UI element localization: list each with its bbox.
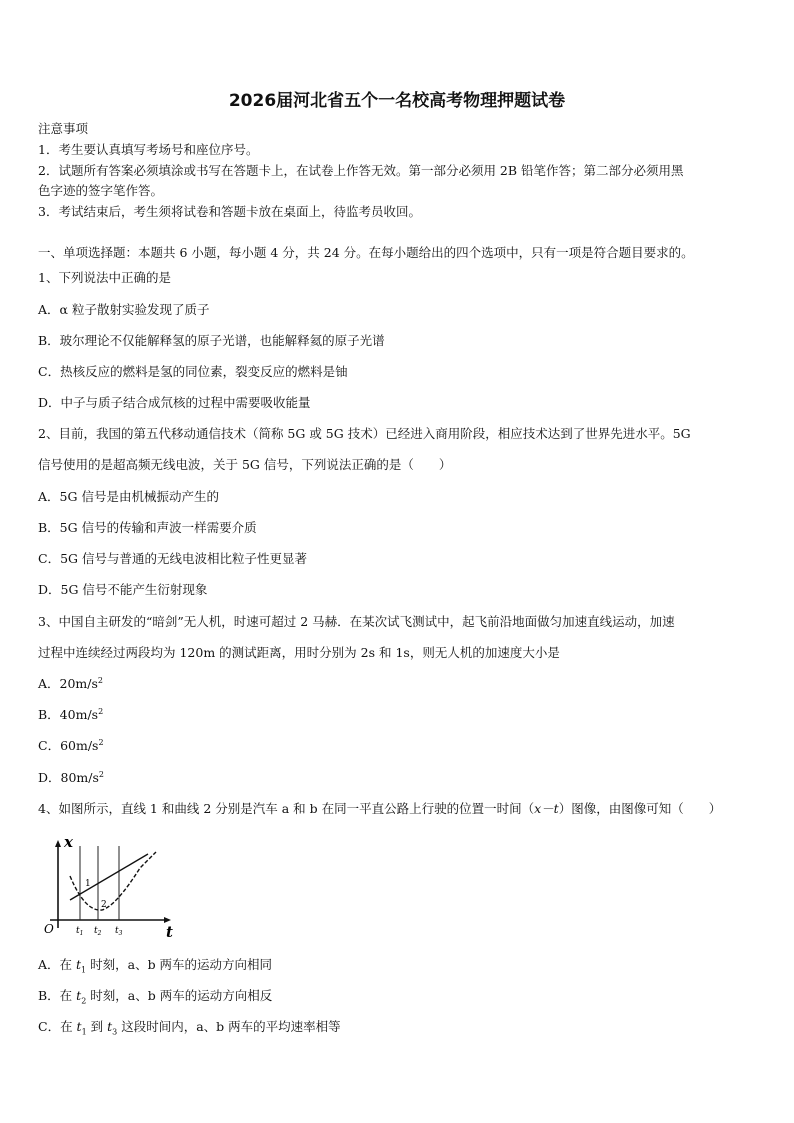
q4-xt-graph xyxy=(40,832,180,940)
q3-option-b: B．$40m/s^2$ xyxy=(38,706,104,722)
exponent: 2 xyxy=(98,737,104,747)
q3-option-a: A．$20m/s^2$ xyxy=(38,675,104,691)
x-axis-label: x xyxy=(64,833,73,851)
notice-item-3: 3．考试结束后，考生须将试卷和答题卡放在桌面上，待监考员收回。 xyxy=(38,204,421,219)
exponent: 2 xyxy=(97,675,104,685)
q2-stem-line1: 2、目前，我国的第五代移动通信技术（简称 5G 或 5G 技术）已经进入商用阶段，相应技术达到了世界先进水平。5G xyxy=(38,426,691,441)
x-axis-arrow xyxy=(55,840,61,847)
section-heading: 一、单项选择题：本题共 6 小题，每小题 4 分，共 24 分。在每小题给出的四个选项中，只有一项是符合题目要求的。 xyxy=(38,245,694,260)
t-axis-label: t xyxy=(166,923,173,940)
exponent: 2 xyxy=(98,706,104,716)
notice-item-2: 2．试题所有答案必须填涂或书写在答题卡上，在试卷上作答无效。第一部分必须用 2B 铅笔作答；第二部分必须用黑 xyxy=(38,163,684,178)
t2-label: $t_2$ xyxy=(94,926,102,937)
q1-option-a: A．α 粒子散射实验发现了质子 xyxy=(38,302,210,317)
exponent: 2 xyxy=(98,769,105,779)
t3-label: $t_3$ xyxy=(115,926,123,937)
notice-heading: 注意事项 xyxy=(38,121,89,136)
curve-2-label: 2 xyxy=(101,900,107,910)
t1-label: $t_1$ xyxy=(76,926,84,937)
q2-stem-line2: 信号使用的是超高频无线电波，关于 5G 信号，下列说法正确的是（ ） xyxy=(38,457,452,472)
notice-item-1: 1．考生要认真填写考场号和座位序号。 xyxy=(38,142,259,157)
line-1-straight xyxy=(70,854,148,900)
q2-option-d: D．5G 信号不能产生衍射现象 xyxy=(38,582,208,597)
q1-option-b: B．玻尔理论不仅能解释氢的原子光谱，也能解释氦的原子光谱 xyxy=(38,333,385,348)
curve-2-dashed xyxy=(70,852,156,910)
q2-option-b: B．5G 信号的传输和声波一样需要介质 xyxy=(38,520,257,535)
q4-option-c: C．在 $t_1$ 到 $t_3$ 这段时间内，a、b 两车的平均速率相等 xyxy=(38,1019,341,1037)
q4-stem: 4、如图所示，直线 1 和曲线 2 分别是汽车 a 和 b 在同一平直公路上行驶的位置一时间（x－t）图像，由图像可知（ ） xyxy=(38,801,722,816)
q1-stem: 1、下列说法中正确的是 xyxy=(38,270,171,285)
q4-option-a: A．在 $t_1$ 时刻，a、b 两车的运动方向相同 xyxy=(38,957,273,975)
q3-option-c: C．$60m/s^2$ xyxy=(38,737,104,753)
q3-stem-line1: 3、中国自主研发的“暗剑”无人机，时速可超过 2 马赫．在某次试飞测试中，起飞前沿地面做匀加速直线运动，加速 xyxy=(38,614,675,629)
q3-option-d: D．$80m/s^2$ xyxy=(38,769,105,785)
q4-option-b: B．在 $t_2$ 时刻，a、b 两车的运动方向相反 xyxy=(38,988,273,1006)
q1-option-c: C．热核反应的燃料是氢的同位素，裂变反应的燃料是铀 xyxy=(38,364,348,379)
notice-item-2-cont: 色字迹的签字笔作答。 xyxy=(38,183,164,198)
q2-option-a: A．5G 信号是由机械振动产生的 xyxy=(38,489,219,504)
q2-option-c: C．5G 信号与普通的无线电波相比粒子性更显著 xyxy=(38,551,307,566)
line-1-label: 1 xyxy=(85,879,91,889)
origin-label: O xyxy=(44,922,54,936)
q3-stem-line2: 过程中连续经过两段均为 120m 的测试距离，用时分别为 2s 和 1s，则无人机的加速度大小是 xyxy=(38,645,560,660)
exam-title: 2026届河北省五个一名校高考物理押题试卷 xyxy=(228,91,566,111)
q1-option-d: D．中子与质子结合成氘核的过程中需要吸收能量 xyxy=(38,395,311,410)
